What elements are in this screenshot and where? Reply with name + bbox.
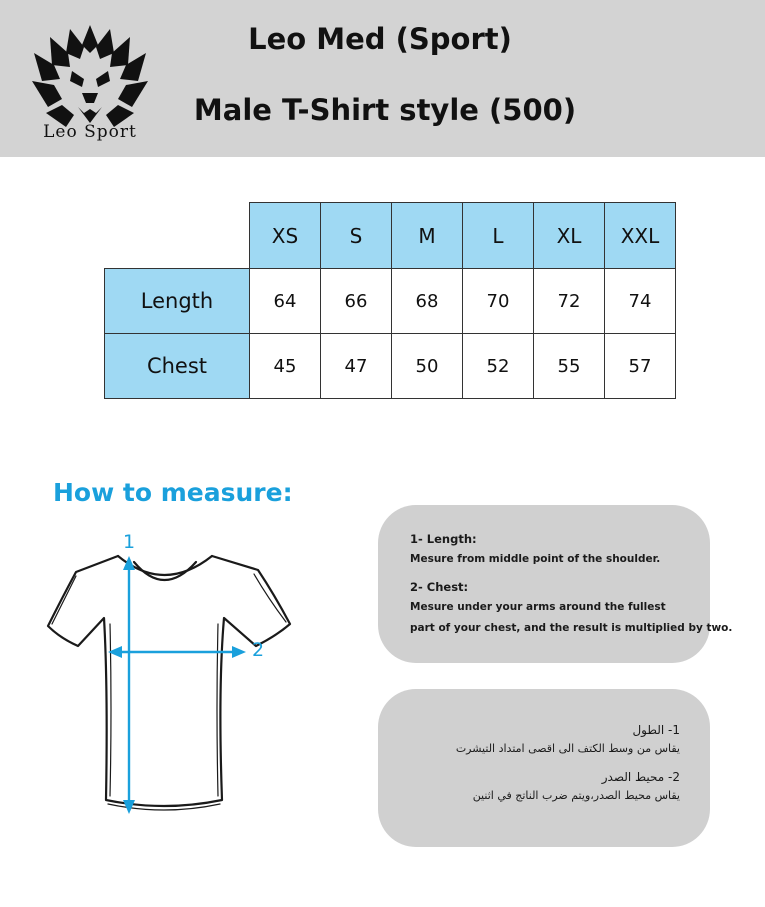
size-header-m: M — [391, 202, 463, 269]
arabic-chest-text: يقاس محيط الصدر،ويتم ضرب الناتج في اثنين — [472, 789, 680, 802]
arabic-chest-title: 2- محيط الصدر — [601, 770, 680, 784]
header-banner — [0, 0, 765, 157]
arabic-instructions-box — [378, 689, 710, 847]
chest-instruction-text-line2: part of your chest, and the result is multiplied by two. — [410, 622, 733, 634]
page-subtitle: Male T-Shirt style (500) — [193, 93, 577, 127]
length-m: 68 — [391, 268, 463, 334]
chest-l: 52 — [462, 333, 534, 399]
chest-xxl: 57 — [604, 333, 676, 399]
chest-m: 50 — [391, 333, 463, 399]
arabic-length-text: يقاس من وسط الكتف الى اقصى امتداد التيشرت — [455, 742, 680, 755]
chest-xl: 55 — [533, 333, 605, 399]
size-header-xxl: XXL — [604, 202, 676, 269]
size-header-l: L — [462, 202, 534, 269]
english-instructions-box — [378, 505, 733, 663]
size-header-xl: XL — [533, 202, 605, 269]
size-header-xs: XS — [249, 202, 321, 269]
length-instruction-title: 1- Length: — [410, 532, 477, 546]
marker-chest-number: 2 — [251, 639, 265, 661]
brand-name: Leo Sport — [43, 122, 137, 142]
length-s: 66 — [320, 268, 392, 334]
chest-s: 47 — [320, 333, 392, 399]
chest-instruction-text-line1: Mesure under your arms around the fullest — [410, 601, 666, 613]
chest-xs: 45 — [249, 333, 321, 399]
length-xl: 72 — [533, 268, 605, 334]
page-title: Leo Med (Sport) — [248, 22, 512, 56]
marker-length-number: 1 — [122, 531, 136, 553]
row-label-chest: Chest — [104, 333, 250, 399]
chest-instruction-title: 2- Chest: — [410, 580, 469, 594]
arabic-length-title: 1- الطول — [632, 723, 680, 737]
length-xs: 64 — [249, 268, 321, 334]
length-arrow — [123, 556, 135, 814]
size-header-s: S — [320, 202, 392, 269]
length-l: 70 — [462, 268, 534, 334]
length-xxl: 74 — [604, 268, 676, 334]
how-to-measure-heading: How to measure: — [53, 478, 293, 507]
tshirt-icon — [48, 556, 290, 810]
row-label-length: Length — [104, 268, 250, 334]
length-instruction-text: Mesure from middle point of the shoulder. — [410, 553, 661, 565]
tshirt-diagram — [36, 528, 296, 828]
